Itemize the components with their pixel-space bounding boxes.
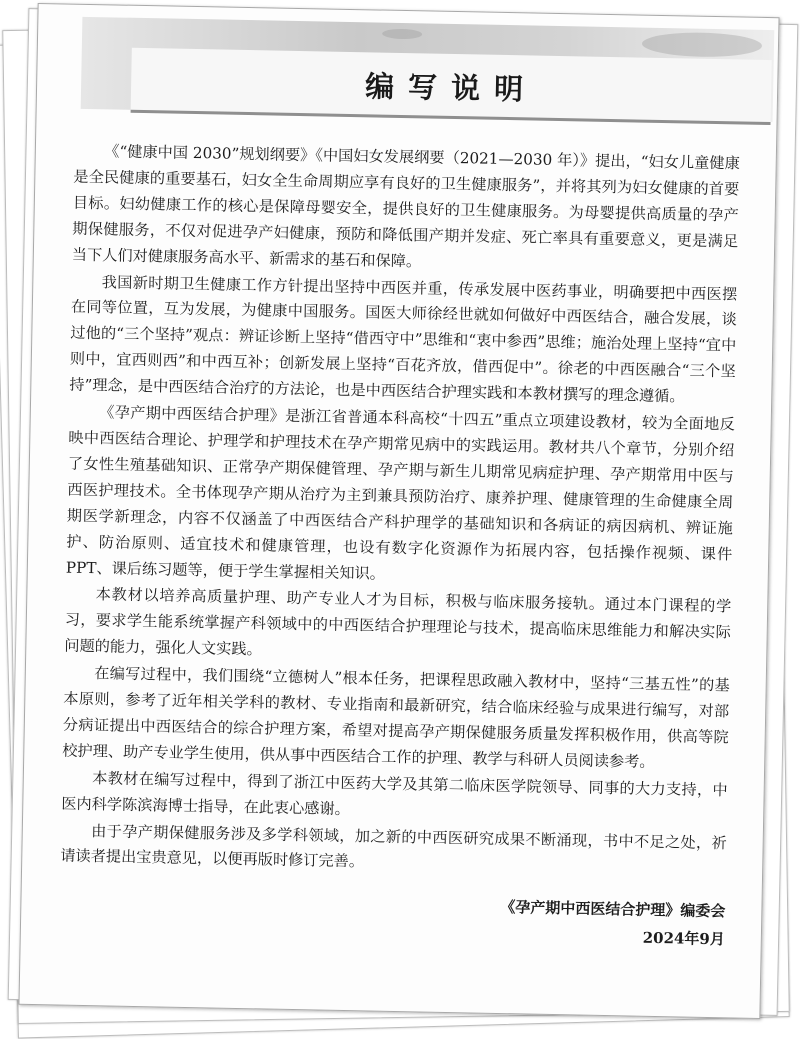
paragraph: 本教材在编写过程中，得到了浙江中医药大学及其第二临床医学院领导、同事的大力支持，中医内科学陈滨海博士指导，在此衷心感谢。 (61, 768, 728, 818)
committee-name: 《孕产期中西医结合护理》编委会 (500, 898, 726, 921)
ink-smudge (382, 29, 422, 40)
header-banner (81, 17, 775, 122)
title-plate (131, 48, 772, 125)
paragraph: 在编写过程中，我们围绕“立德树人”根本任务，把课程思政融入教材中，坚持“三基五性”的基本原则，参考了近年相关学科的教材、专业指南和最新研究，结合临床经验与成果进行编写，对部分病证提出中西医结合的综合护理方案，希望对提高孕产期保健服务质量发挥积极作用，供高等院校护理、助产专业学生使用，供从事中西医结合工作的护理、教学与科研人员阅读参考。 (62, 664, 730, 771)
paragraph: 本教材以培养高质量护理、助产专业人才为目标，积极与临床服务接轨。通过本门课程的学习，要求学生能系统掌握产科领域中的中西医结合护理理论与技术，提高临床思维能力和解决实际问题的能力，强化人文实践。 (64, 585, 732, 659)
signature-block (500, 893, 726, 953)
signature-date: 2024年9月 (642, 928, 726, 949)
page-title: 编写说明 (364, 69, 538, 107)
paragraph: 我国新时期卫生健康工作方针提出坚持中西医并重，传承发展中医药事业，明确要把中西医摆在同等位置，互为发展，为健康中国服务。国医大师徐经世就如何做好中西医结合，融合发展，谈过他的“三个坚持”观点：辨证诊断上坚持“借西守中”思维和“衷中参西”思维；施治处理上坚持“宜中则中，宜西则西”和中西互补；创新发展上坚持“百花齐放，借西促中”。徐老的中西医融合“三个坚持”理念，是中西医结合治疗的方法论，也是中西医结合护理实践和本教材撰写的理念遵循。 (69, 272, 738, 406)
paragraph: 由于孕产期保健服务涉及多学科领域，加之新的中西医研究成果不断涌现，书中不足之处，祈请读者提出宝贵意见，以便再版时修订完善。 (60, 821, 727, 871)
paragraph: 《“健康中国 2030”规划纲要》《中国妇女发展纲要（2021—2030 年）》提出，“妇女儿童健康是全民健康的重要基石，妇女全生命周期应享有良好的卫生健康服务”，并将其列为妇女健康的首要目标。妇幼健康工作的核心是保障母婴安全，提供良好的卫生健康服务。为母婴提供高质量的孕产期保健服务，不仅对促进孕产妇健康，预防和降低围产期并发症、死亡率具有重要意义，更是满足当下人们对健康服务高水平、新需求的基石和保障。 (71, 142, 740, 271)
paragraph: 《孕产期中西医结合护理》是浙江省普通本科高校“十四五”重点立项建设教材，较为全面地反映中西医结合理论、护理学和护理技术在孕产期常见病中的实践运用。教材共八个章节，分别介绍了女性生殖基础知识、正常孕产期保健管理、孕产期与新生儿期常见病症护理、孕产期常用中医与西医护理技术。全书体现孕产期从治疗为主到兼具预防治疗、康养护理、健康管理的生命健康全周期医学新理念，内容不仅涵盖了中西医结合产科护理学的基础知识和各病证的病因病机、辨证施护、防治原则、适宜技术和健康管理，也设有数字化资源作为拓展内容，包括操作视频、课件 PPT、课后练习题等，便于学生掌握相关知识。 (65, 403, 735, 583)
ink-smudge (642, 32, 762, 58)
body-text (60, 139, 740, 884)
document-page (18, 3, 779, 1019)
